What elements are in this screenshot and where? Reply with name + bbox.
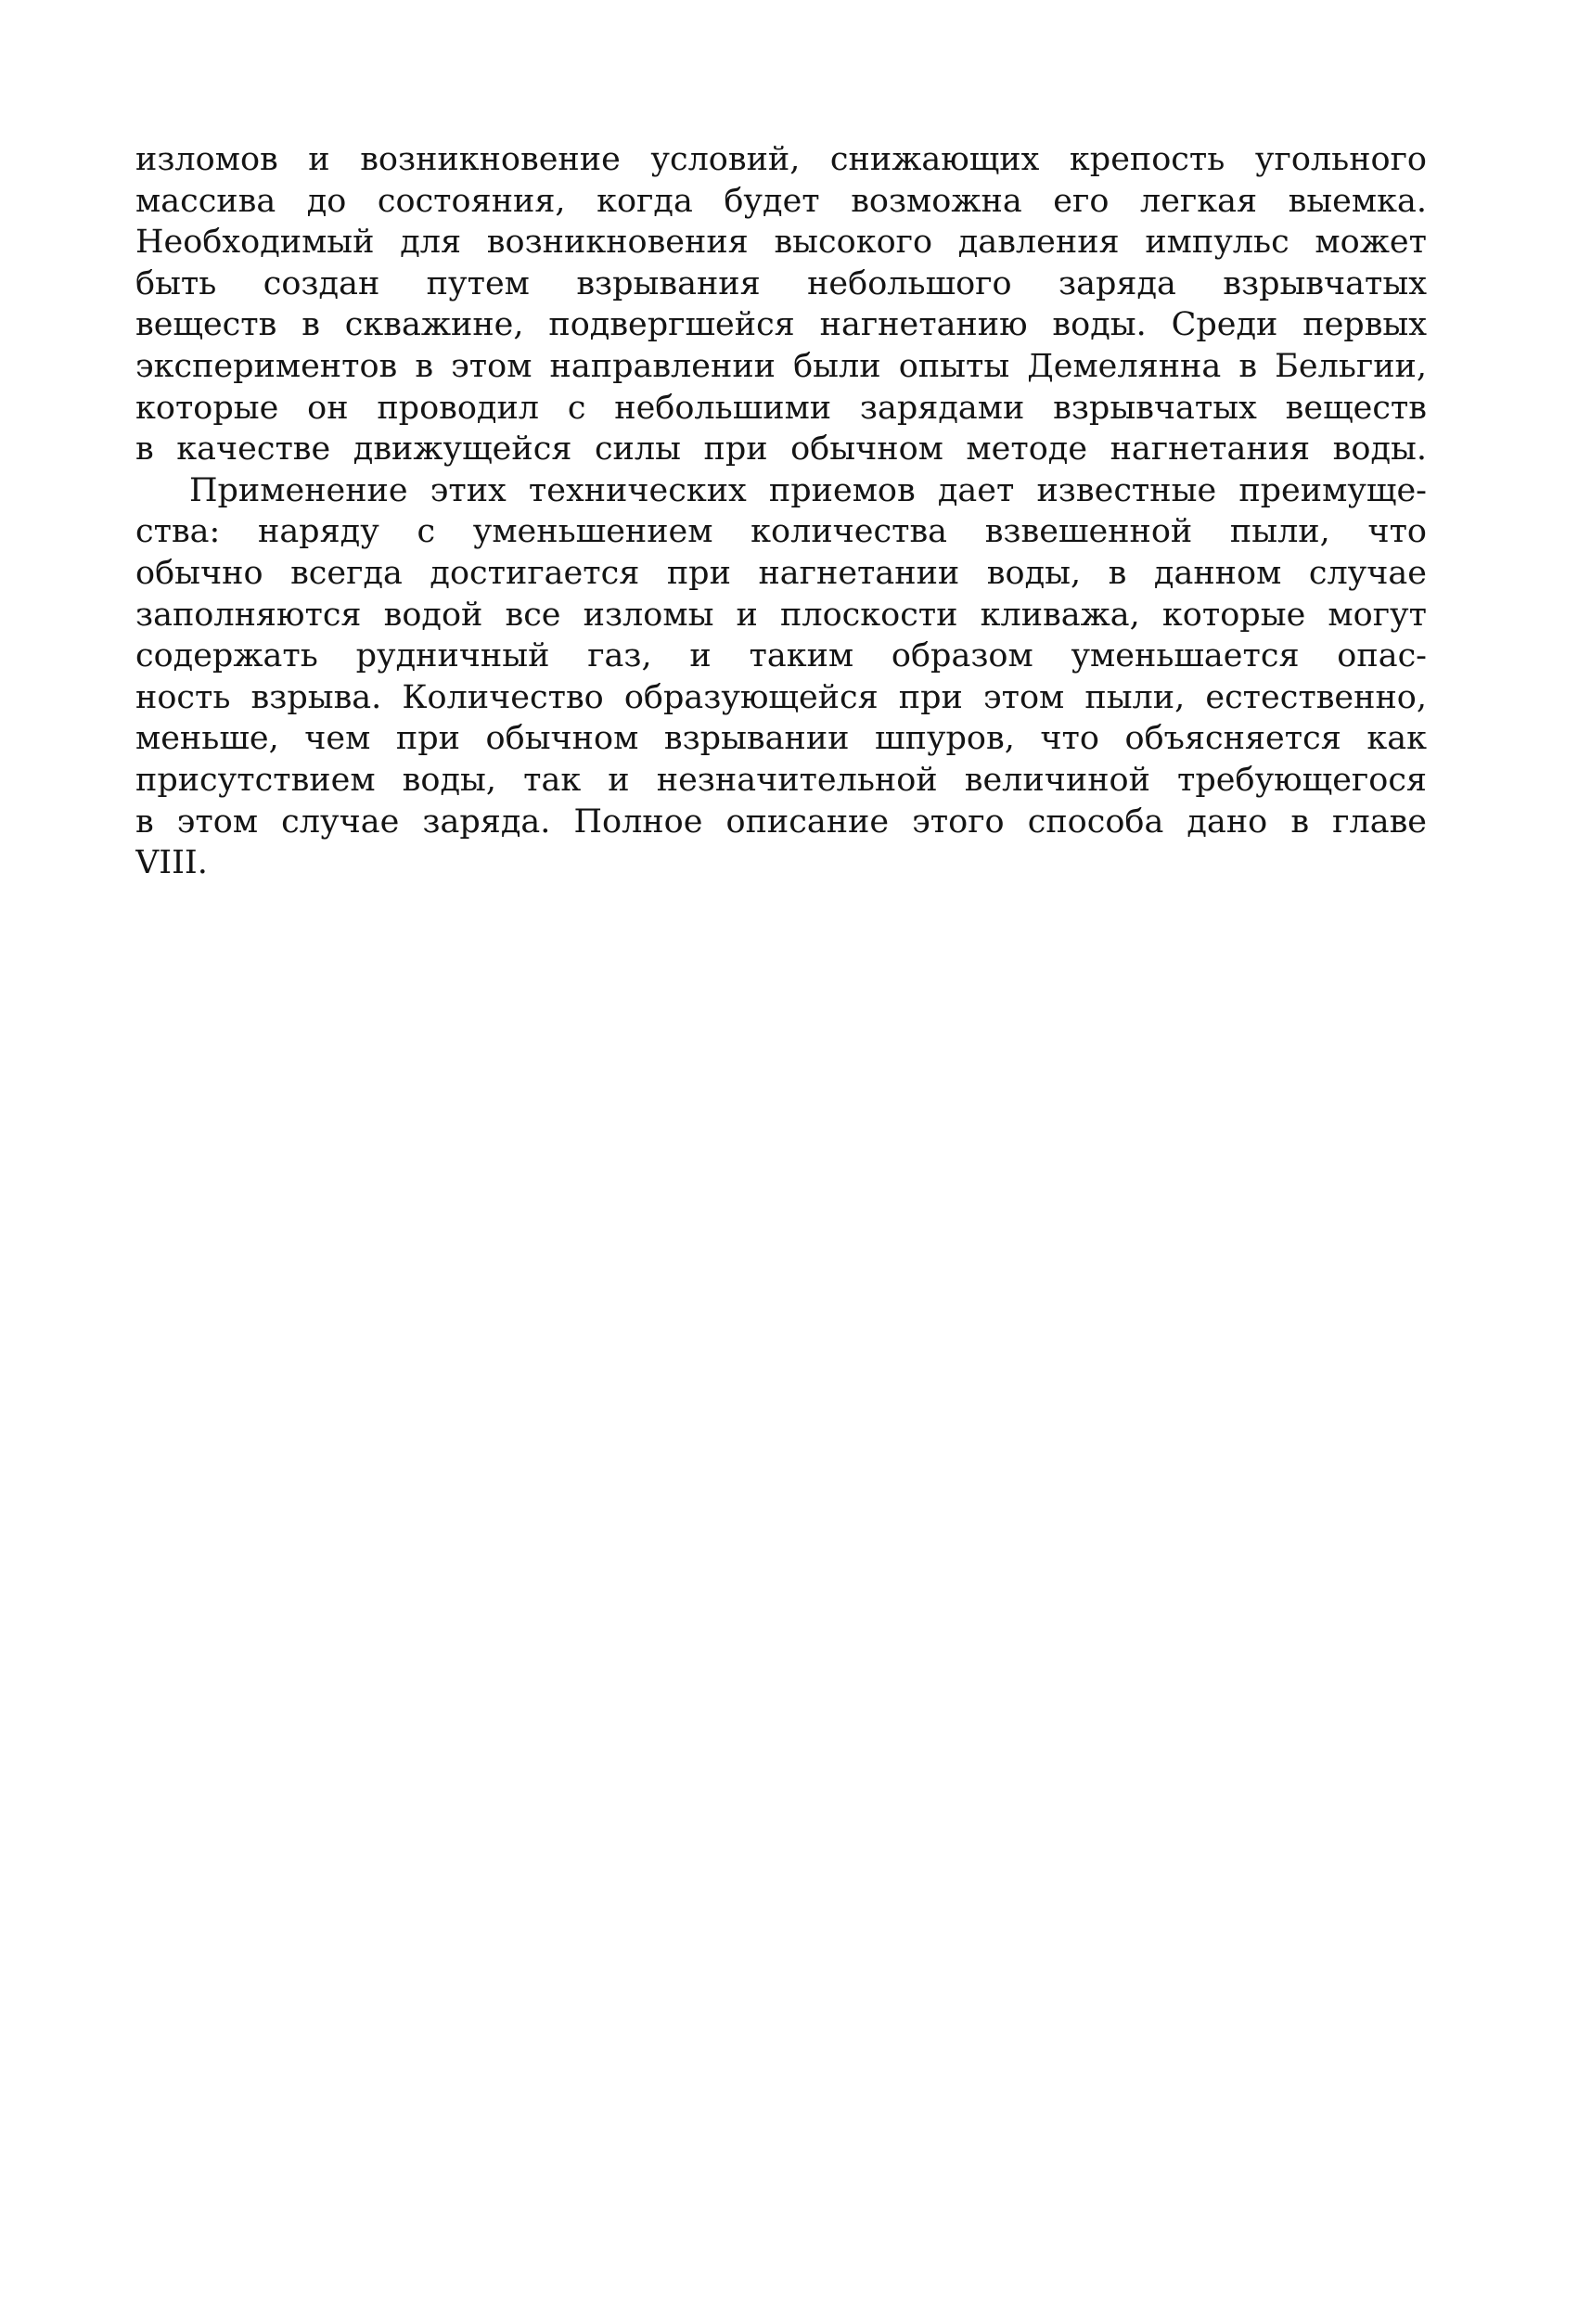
text-line: быть создан путем взрывания небольшого заряда взрывчатых — [135, 264, 1427, 302]
text-line: изломов и возникновение условий, снижающих крепость угольного — [135, 141, 1427, 178]
text-line: обычно всегда достигается при нагнетании воды, в данном случае — [135, 554, 1427, 592]
text-line: Необходимый для возникновения высокого давления импульс может — [135, 224, 1427, 262]
text-line: содержать рудничный газ, и таким образом уменьшается опас- — [135, 637, 1427, 675]
body-text — [135, 139, 1427, 884]
text-line: присутствием воды, так и незначительной величиной требующегося — [135, 761, 1427, 799]
text-line: в качестве движущейся силы при обычном методе нагнетания воды. — [135, 430, 1427, 469]
text-line: Применение этих технических приемов дает известные преимуще- — [189, 471, 1427, 509]
text-line: меньше, чем при обычном взрывании шпуров, что объясняется как — [135, 720, 1427, 758]
paragraph-2 — [135, 470, 1427, 884]
text-line: заполняются водой все изломы и плоскости кливажа, которые могут — [135, 596, 1427, 634]
text-line: VIII. — [135, 844, 208, 882]
text-line: массива до состояния, когда будет возможна его легкая выемка. — [135, 182, 1427, 220]
text-line: ность взрыва. Количество образующейся при этом пыли, естественно, — [135, 678, 1427, 716]
text-line: в этом случае заряда. Полное описание этого способа дано в главе — [135, 802, 1427, 841]
text-line: которые он проводил с небольшими зарядами взрывчатых веществ — [135, 389, 1427, 427]
text-line: ства: наряду с уменьшением количества взвешенной пыли, что — [135, 513, 1427, 551]
paragraph-1 — [135, 139, 1427, 470]
text-line: экспериментов в этом направлении были опыты Демелянна в Бельгии, — [135, 347, 1427, 385]
text-line: веществ в скважине, подвергшейся нагнетанию воды. Среди первых — [135, 306, 1427, 344]
